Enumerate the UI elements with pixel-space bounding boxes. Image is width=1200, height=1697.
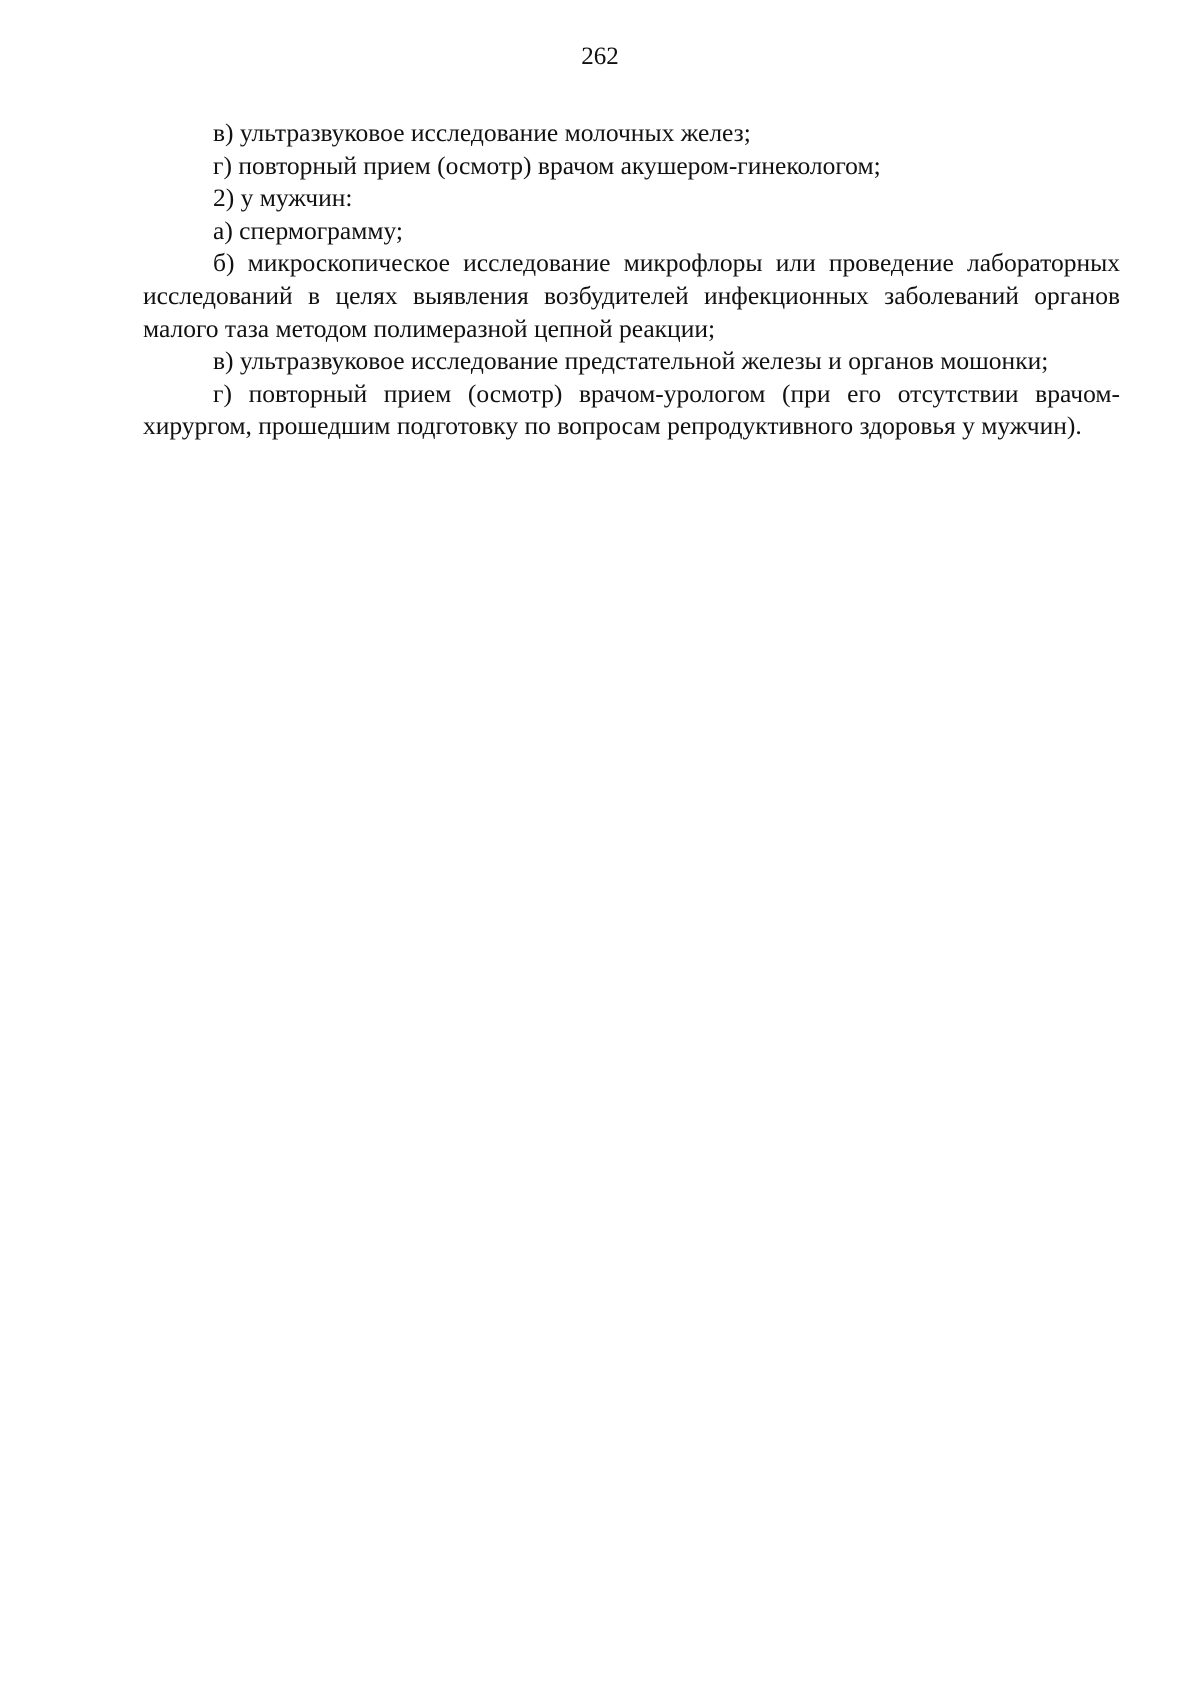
paragraph-prostate-ultrasound: в) ультразвуковое исследование предстательной железы и органов мошонки; (213, 346, 1049, 376)
paragraph-gynecologist-visit: г) повторный прием (осмотр) врачом акушером-гинекологом; (213, 150, 881, 180)
paragraph-microscopy-pcr: б) микроскопическое исследование микрофлоры или проведение лабораторных исследований в целях выявления возбудителей инфекционных заболеваний органов малого таза методом полимеразной цепной реакции; (143, 248, 1120, 343)
paragraph-urologist-visit: г) повторный прием (осмотр) врачом-урологом (при его отсутствии врачом-хирургом, прошедшим подготовку по вопросам репродуктивного здоровья у мужчин). (143, 378, 1120, 441)
paragraph-men-heading: 2) у мужчин: (213, 183, 353, 213)
paragraph-spermogram: а) спермограмму; (213, 215, 404, 245)
document-body (143, 117, 1120, 443)
page-number: 262 (581, 43, 619, 70)
paragraph-breast-ultrasound: в) ультразвуковое исследование молочных желез; (213, 118, 751, 147)
